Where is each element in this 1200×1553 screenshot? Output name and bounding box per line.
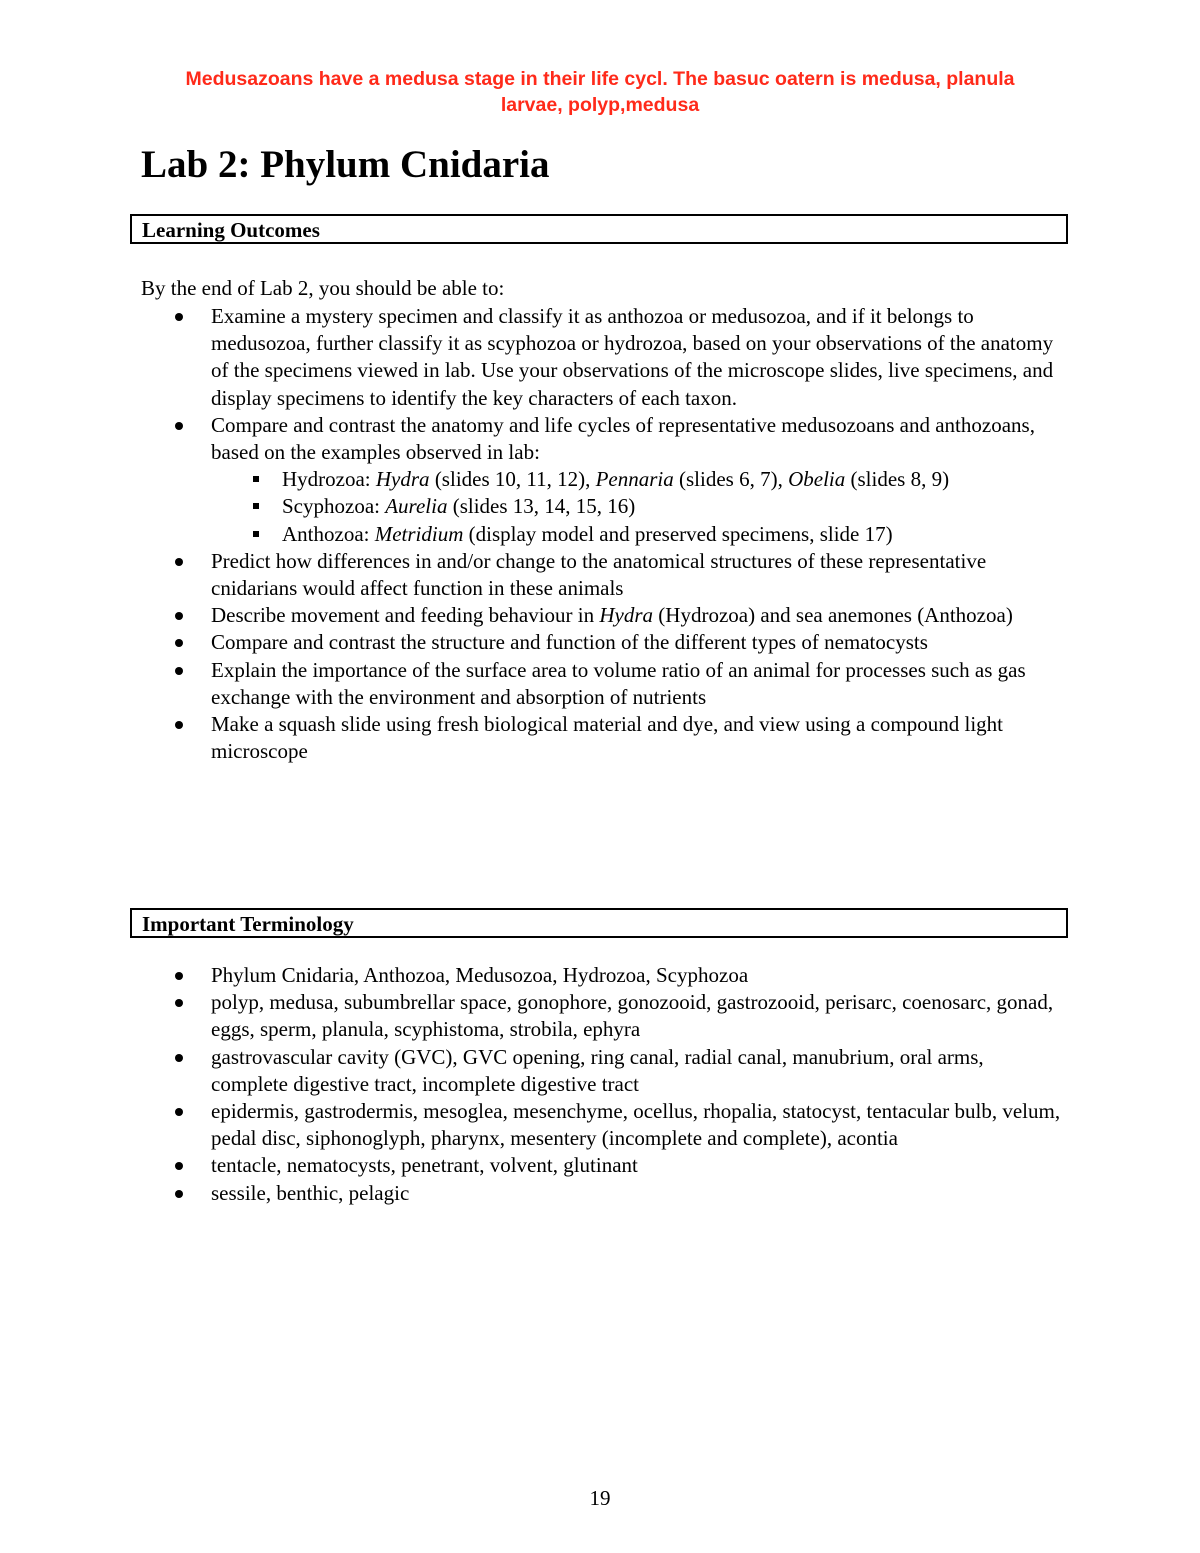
list-item xyxy=(0,412,1061,548)
list-item-text: (Hydrozoa) and sea anemones (Anthozoa) xyxy=(653,603,1013,628)
genus-name: Obelia xyxy=(788,467,846,492)
genus-name: Hydra xyxy=(599,603,654,628)
list-item: Explain the importance of the surface area to volume ratio of an animal for processes such as gas exchange with the environment and absorption of nutrients xyxy=(0,657,1061,711)
learning-outcomes-intro: By the end of Lab 2, you should be able to: xyxy=(141,276,505,300)
example-anthozoa xyxy=(211,521,1061,548)
list-item-text: Compare and contrast the anatomy and life cycles of representative medusozoans and anthozoans, based on the examples observed in lab: xyxy=(211,412,1035,465)
slide-refs: (slides 6, 7), xyxy=(673,467,789,492)
learning-outcomes-heading: Learning Outcomes xyxy=(142,218,320,242)
list-item xyxy=(0,602,1061,629)
taxon-label: Hydrozoa: xyxy=(282,467,376,492)
taxon-label: Anthozoa: xyxy=(282,521,375,546)
genus-name: Aurelia xyxy=(385,494,448,519)
slide-refs: (slides 13, 14, 15, 16) xyxy=(447,494,636,519)
list-item: Compare and contrast the structure and function of the different types of nematocysts xyxy=(0,629,1061,656)
list-item: tentacle, nematocysts, penetrant, volvent, glutinant xyxy=(0,1152,1061,1179)
list-item: epidermis, gastrodermis, mesoglea, mesenchyme, ocellus, rhopalia, statocyst, tentacular bulb, velum, pedal disc, siphonoglyph, pharynx, mesentery (incomplete and complete), acontia xyxy=(0,1098,1061,1152)
slide-refs: (display model and preserved specimens, slide 17) xyxy=(463,521,893,546)
terminology-header-box xyxy=(130,908,1068,938)
list-item: gastrovascular cavity (GVC), GVC opening, ring canal, radial canal, manubrium, oral arms, complete digestive tract, incomplete digestive tract xyxy=(0,1044,1061,1098)
example-scyphozoa xyxy=(211,493,1061,520)
terminology-heading: Important Terminology xyxy=(142,912,354,936)
list-item: Phylum Cnidaria, Anthozoa, Medusozoa, Hydrozoa, Scyphozoa xyxy=(0,962,1061,989)
annotation-line-2: larvae, polyp,medusa xyxy=(500,94,700,116)
terminology-list xyxy=(0,962,1061,1207)
slide-refs: (slides 8, 9) xyxy=(845,467,950,492)
list-item-text: Describe movement and feeding behaviour in xyxy=(211,603,600,628)
list-item: sessile, benthic, pelagic xyxy=(0,1180,1061,1207)
annotation-line-1: Medusazoans have a medusa stage in their life cycl. The basuc oatern is medusa, planula xyxy=(185,68,1015,90)
list-item: polyp, medusa, subumbrellar space, gonophore, gonozooid, gastrozooid, perisarc, coenosarc, gonad, eggs, sperm, planula, scyphistoma, strobila, ephyra xyxy=(0,989,1061,1043)
page-number: 19 xyxy=(589,1486,611,1510)
list-item: Predict how differences in and/or change to the anatomical structures of these representative cnidarians would affect function in these animals xyxy=(0,548,1061,602)
slide-refs: (slides 10, 11, 12), xyxy=(429,467,596,492)
list-item: Examine a mystery specimen and classify it as anthozoa or medusozoa, and if it belongs to medusozoa, further classify it as scyphozoa or hydrozoa, based on your observations of the anatomy of the specimens viewed in lab. Use your observations of the microscope slides, live specimens, and display specimens to identify the key characters of each taxon. xyxy=(0,303,1061,412)
genus-name: Pennaria xyxy=(595,467,674,492)
genus-name: Hydra xyxy=(375,467,430,492)
handwritten-annotation-note xyxy=(60,66,1140,118)
learning-outcomes-header-box xyxy=(130,214,1068,244)
example-hydrozoa xyxy=(211,466,1061,493)
page-title: Lab 2: Phylum Cnidaria xyxy=(141,143,550,186)
learning-outcomes-list xyxy=(0,303,1061,765)
taxon-label: Scyphozoa: xyxy=(282,494,386,519)
list-item: Make a squash slide using fresh biological material and dye, and view using a compound light microscope xyxy=(0,711,1061,765)
taxa-examples-list xyxy=(211,466,1061,548)
genus-name: Metridium xyxy=(374,521,464,546)
